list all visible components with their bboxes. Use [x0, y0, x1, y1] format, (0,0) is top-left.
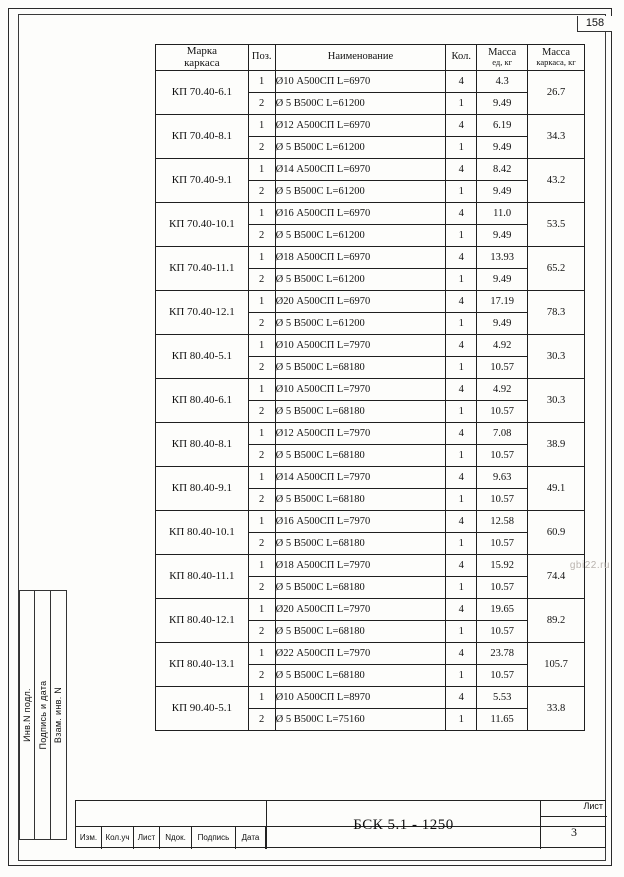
cell-pos: 2: [248, 224, 275, 246]
cell-mass-unit: 10.57: [477, 620, 528, 642]
cell-pos: 1: [248, 246, 275, 268]
table-row: [156, 158, 585, 180]
stamp-label-vzam-inv: Взам. инв. N: [53, 686, 64, 744]
cell-mark: КП 70.40-12.1: [156, 290, 249, 334]
cell-qty: 4: [446, 202, 477, 224]
cell-mass-unit: 6.19: [477, 114, 528, 136]
cell-mass-frame: 89.2: [528, 598, 585, 642]
cell-pos: 1: [248, 202, 275, 224]
table-row: [156, 334, 585, 356]
cell-qty: 1: [446, 708, 477, 730]
cell-mass-unit: 4.3: [477, 70, 528, 92]
specification-table-container: [155, 44, 585, 731]
cell-pos: 2: [248, 488, 275, 510]
header-mass-unit: [477, 45, 528, 71]
cell-mark: КП 80.40-12.1: [156, 598, 249, 642]
cell-qty: 1: [446, 620, 477, 642]
cell-mark: КП 70.40-9.1: [156, 158, 249, 202]
cell-name: Ø16 А500СП L=6970: [275, 202, 446, 224]
cell-name: Ø 5 В500С L=75160: [275, 708, 446, 730]
cell-qty: 1: [446, 488, 477, 510]
cell-mass-frame: 78.3: [528, 290, 585, 334]
cell-qty: 4: [446, 598, 477, 620]
cell-name: Ø16 А500СП L=7970: [275, 510, 446, 532]
cell-mass-unit: 11.65: [477, 708, 528, 730]
cell-name: Ø12 А500СП L=6970: [275, 114, 446, 136]
cell-mass-unit: 10.57: [477, 576, 528, 598]
cell-mass-unit: 19.65: [477, 598, 528, 620]
cell-mark: КП 80.40-6.1: [156, 378, 249, 422]
cell-qty: 4: [446, 70, 477, 92]
header-mark-line2: каркаса: [184, 57, 220, 70]
tb-col-ndok: Nдок.: [160, 827, 192, 849]
cell-name: Ø10 А500СП L=6970: [275, 70, 446, 92]
cell-mass-unit: 10.57: [477, 488, 528, 510]
cell-name: Ø 5 В500С L=68180: [275, 664, 446, 686]
cell-mass-frame: 60.9: [528, 510, 585, 554]
cell-mass-frame: 26.7: [528, 70, 585, 114]
cell-pos: 1: [248, 334, 275, 356]
cell-mass-unit: 9.49: [477, 136, 528, 158]
table-row: [156, 246, 585, 268]
cell-mass-frame: 53.5: [528, 202, 585, 246]
sheet-label: Лист: [541, 801, 607, 817]
header-mass-frame: [528, 45, 585, 71]
cell-qty: 4: [446, 466, 477, 488]
left-stamp-strip: [19, 590, 67, 840]
cell-mass-unit: 13.93: [477, 246, 528, 268]
header-mass-frame-line1: Масса: [541, 46, 571, 58]
sheet-info: [541, 801, 607, 849]
cell-qty: 1: [446, 92, 477, 114]
cell-qty: 1: [446, 312, 477, 334]
specification-table: [155, 44, 585, 731]
cell-pos: 1: [248, 642, 275, 664]
cell-name: Ø 5 В500С L=68180: [275, 576, 446, 598]
title-block-columns: [76, 827, 266, 849]
cell-mass-unit: 4.92: [477, 334, 528, 356]
cell-mark: КП 70.40-6.1: [156, 70, 249, 114]
cell-mass-unit: 9.49: [477, 312, 528, 334]
cell-name: Ø 5 В500С L=68180: [275, 532, 446, 554]
cell-pos: 2: [248, 664, 275, 686]
cell-pos: 2: [248, 180, 275, 202]
cell-mark: КП 80.40-5.1: [156, 334, 249, 378]
cell-name: Ø22 А500СП L=7970: [275, 642, 446, 664]
cell-mass-frame: 34.3: [528, 114, 585, 158]
table-body: [156, 70, 585, 730]
tb-col-list: Лист: [134, 827, 160, 849]
cell-mark: КП 90.40-5.1: [156, 686, 249, 730]
cell-mass-unit: 4.92: [477, 378, 528, 400]
table-row: [156, 510, 585, 532]
cell-pos: 2: [248, 444, 275, 466]
table-row: [156, 598, 585, 620]
cell-qty: 1: [446, 400, 477, 422]
tb-col-data: Дата: [236, 827, 266, 849]
cell-mark: КП 80.40-8.1: [156, 422, 249, 466]
cell-name: Ø 5 В500С L=61200: [275, 268, 446, 290]
cell-mass-unit: 10.57: [477, 400, 528, 422]
stamp-cell-podpis-data: [35, 591, 50, 839]
cell-pos: 2: [248, 620, 275, 642]
cell-name: Ø20 А500СП L=7970: [275, 598, 446, 620]
cell-pos: 2: [248, 312, 275, 334]
cell-qty: 1: [446, 444, 477, 466]
header-mass-unit-line1: Масса: [488, 46, 517, 58]
header-mass-frame-line2: каркаса, кг: [536, 57, 576, 68]
table-row: [156, 378, 585, 400]
cell-mass-frame: 65.2: [528, 246, 585, 290]
cell-pos: 2: [248, 532, 275, 554]
cell-name: Ø14 А500СП L=6970: [275, 158, 446, 180]
cell-name: Ø18 А500СП L=7970: [275, 554, 446, 576]
cell-mass-unit: 7.08: [477, 422, 528, 444]
cell-qty: 4: [446, 290, 477, 312]
document-designation: БСК 5.1 - 1250: [266, 801, 541, 849]
cell-mass-frame: 33.8: [528, 686, 585, 730]
cell-pos: 1: [248, 422, 275, 444]
cell-mark: КП 80.40-13.1: [156, 642, 249, 686]
cell-qty: 4: [446, 158, 477, 180]
cell-pos: 1: [248, 466, 275, 488]
header-name: Наименование: [275, 45, 446, 71]
cell-qty: 1: [446, 136, 477, 158]
cell-qty: 4: [446, 114, 477, 136]
cell-name: Ø 5 В500С L=61200: [275, 180, 446, 202]
cell-name: Ø 5 В500С L=68180: [275, 488, 446, 510]
cell-mass-frame: 74.4: [528, 554, 585, 598]
cell-pos: 1: [248, 114, 275, 136]
cell-mass-unit: 17.19: [477, 290, 528, 312]
cell-qty: 1: [446, 356, 477, 378]
tb-col-izm: Изм.: [76, 827, 102, 849]
cell-qty: 4: [446, 686, 477, 708]
cell-mass-frame: 43.2: [528, 158, 585, 202]
cell-mark: КП 80.40-9.1: [156, 466, 249, 510]
cell-mass-unit: 9.63: [477, 466, 528, 488]
cell-mass-frame: 49.1: [528, 466, 585, 510]
cell-qty: 4: [446, 422, 477, 444]
sheet-value: 3: [571, 825, 577, 839]
header-mass-unit-line2: ед, кг: [492, 57, 513, 68]
table-head: [156, 45, 585, 71]
table-row: [156, 554, 585, 576]
table-row: [156, 422, 585, 444]
cell-name: Ø 5 В500С L=61200: [275, 224, 446, 246]
cell-pos: 1: [248, 378, 275, 400]
table-row: [156, 290, 585, 312]
cell-pos: 1: [248, 158, 275, 180]
table-row: [156, 642, 585, 664]
cell-mark: КП 70.40-11.1: [156, 246, 249, 290]
cell-mass-unit: 10.57: [477, 664, 528, 686]
cell-name: Ø14 А500СП L=7970: [275, 466, 446, 488]
table-row: [156, 466, 585, 488]
cell-qty: 1: [446, 664, 477, 686]
cell-mark: КП 80.40-11.1: [156, 554, 249, 598]
cell-name: Ø 5 В500С L=68180: [275, 444, 446, 466]
cell-qty: 4: [446, 378, 477, 400]
cell-mass-frame: 30.3: [528, 334, 585, 378]
cell-qty: 1: [446, 224, 477, 246]
cell-pos: 2: [248, 136, 275, 158]
cell-mass-unit: 9.49: [477, 92, 528, 114]
cell-name: Ø20 А500СП L=6970: [275, 290, 446, 312]
cell-pos: 2: [248, 92, 275, 114]
cell-pos: 1: [248, 290, 275, 312]
table-row: [156, 70, 585, 92]
watermark: gbi22.ru: [569, 560, 610, 571]
cell-mass-unit: 10.57: [477, 532, 528, 554]
cell-name: Ø 5 В500С L=61200: [275, 312, 446, 334]
cell-pos: 2: [248, 576, 275, 598]
cell-mass-unit: 9.49: [477, 224, 528, 246]
cell-pos: 1: [248, 510, 275, 532]
cell-pos: 1: [248, 70, 275, 92]
cell-mass-unit: 12.58: [477, 510, 528, 532]
cell-mass-unit: 11.0: [477, 202, 528, 224]
cell-name: Ø 5 В500С L=61200: [275, 92, 446, 114]
cell-mass-unit: 15.92: [477, 554, 528, 576]
cell-name: Ø18 А500СП L=6970: [275, 246, 446, 268]
cell-pos: 1: [248, 554, 275, 576]
header-qty: Кол.: [446, 45, 477, 71]
cell-mass-unit: 9.49: [477, 180, 528, 202]
header-pos: Поз.: [248, 45, 275, 71]
cell-name: Ø10 А500СП L=7970: [275, 334, 446, 356]
cell-name: Ø 5 В500С L=61200: [275, 136, 446, 158]
cell-qty: 1: [446, 268, 477, 290]
header-mark: [156, 45, 249, 71]
cell-name: Ø10 А500СП L=8970: [275, 686, 446, 708]
table-row: [156, 202, 585, 224]
cell-pos: 1: [248, 598, 275, 620]
cell-mark: КП 80.40-10.1: [156, 510, 249, 554]
cell-name: Ø12 А500СП L=7970: [275, 422, 446, 444]
cell-qty: 4: [446, 246, 477, 268]
cell-mark: КП 70.40-10.1: [156, 202, 249, 246]
stamp-cell-inv-podl: [20, 591, 35, 839]
cell-qty: 1: [446, 576, 477, 598]
cell-mass-frame: 30.3: [528, 378, 585, 422]
cell-qty: 1: [446, 532, 477, 554]
cell-pos: 2: [248, 356, 275, 378]
header-mark-line1: Марка: [186, 45, 217, 57]
tb-col-koluch: Кол.уч: [102, 827, 134, 849]
stamp-label-inv-podl: Инв.N подл.: [22, 688, 33, 742]
cell-mass-unit: 10.57: [477, 356, 528, 378]
cell-qty: 4: [446, 334, 477, 356]
title-block: [75, 800, 606, 848]
cell-qty: 4: [446, 642, 477, 664]
table-row: [156, 686, 585, 708]
cell-mark: КП 70.40-8.1: [156, 114, 249, 158]
cell-mass-unit: 10.57: [477, 444, 528, 466]
cell-qty: 1: [446, 180, 477, 202]
table-row: [156, 114, 585, 136]
cell-mass-frame: 105.7: [528, 642, 585, 686]
cell-mass-unit: 23.78: [477, 642, 528, 664]
cell-mass-frame: 38.9: [528, 422, 585, 466]
stamp-cell-vzam-inv: [51, 591, 66, 839]
tb-col-podpis: Подпись: [192, 827, 236, 849]
cell-mass-unit: 8.42: [477, 158, 528, 180]
cell-mass-unit: 9.49: [477, 268, 528, 290]
table-header-row: [156, 45, 585, 71]
cell-name: Ø 5 В500С L=68180: [275, 356, 446, 378]
cell-qty: 4: [446, 510, 477, 532]
cell-name: Ø10 А500СП L=7970: [275, 378, 446, 400]
cell-pos: 2: [248, 400, 275, 422]
cell-pos: 2: [248, 268, 275, 290]
stamp-label-podpis-data: Подпись и дата: [37, 680, 48, 750]
page-number: 158: [577, 16, 612, 32]
cell-qty: 4: [446, 554, 477, 576]
cell-name: Ø 5 В500С L=68180: [275, 400, 446, 422]
cell-mass-unit: 5.53: [477, 686, 528, 708]
cell-pos: 1: [248, 686, 275, 708]
cell-pos: 2: [248, 708, 275, 730]
cell-name: Ø 5 В500С L=68180: [275, 620, 446, 642]
